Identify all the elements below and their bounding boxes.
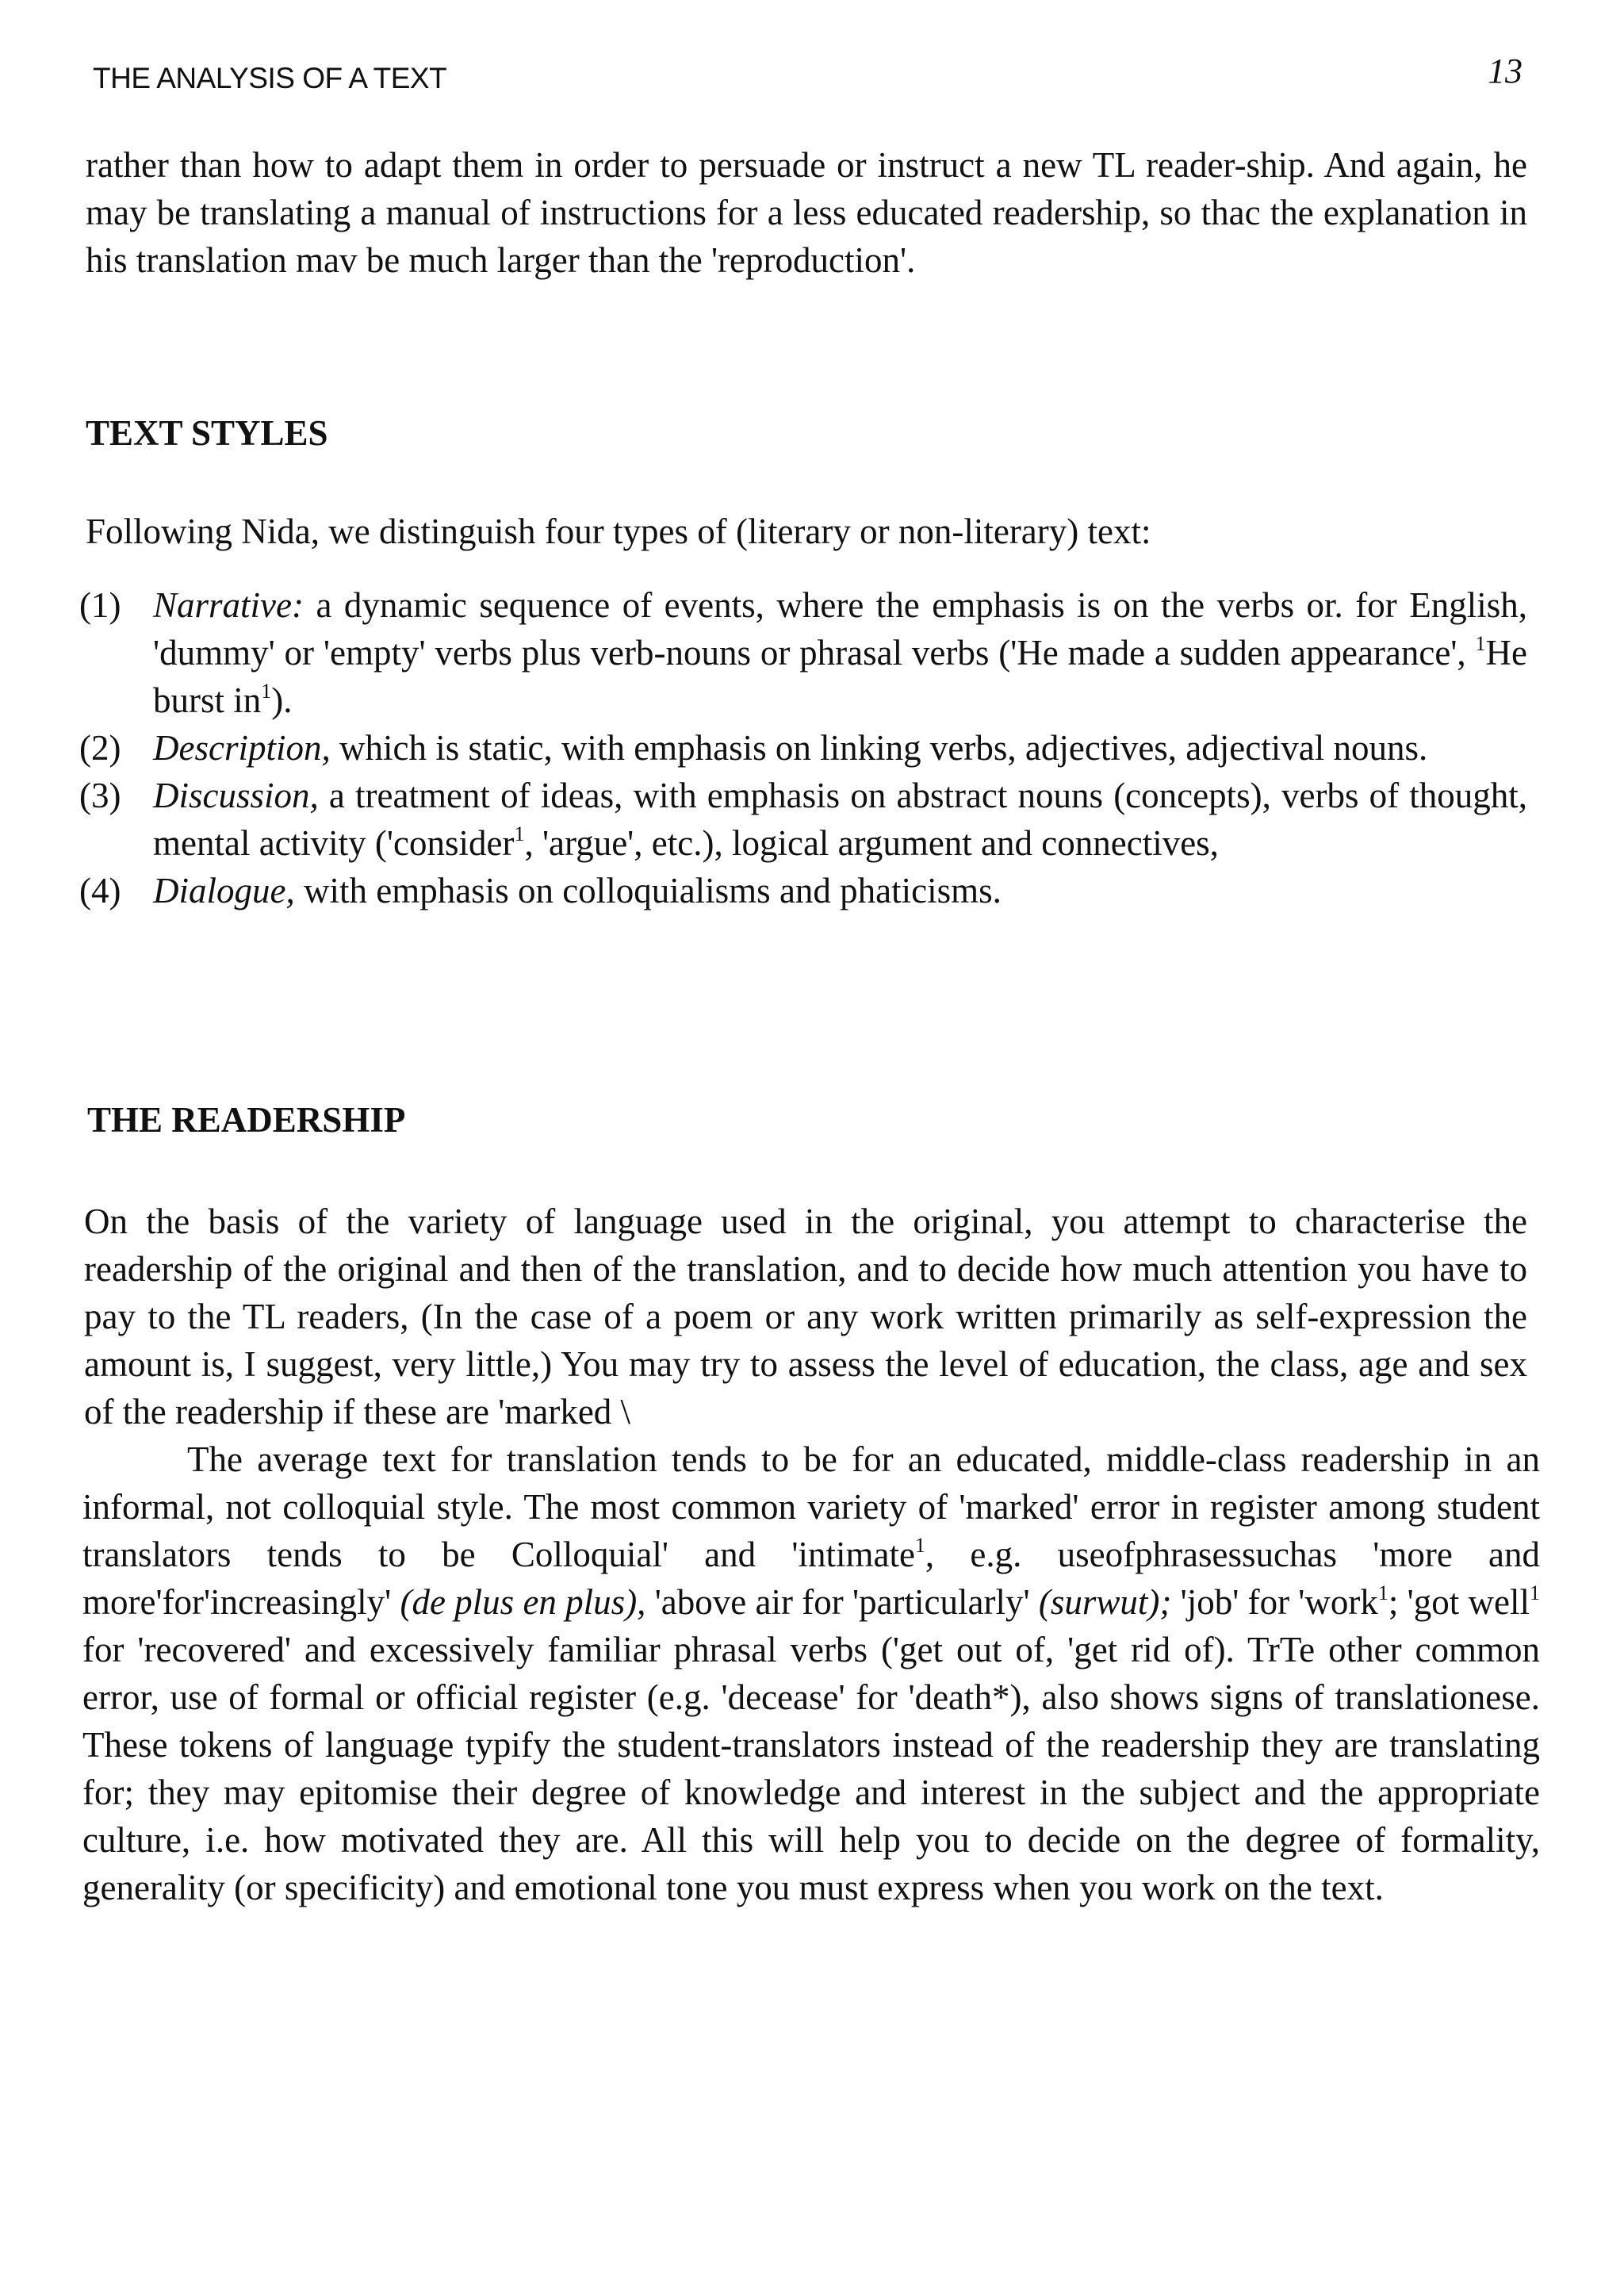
item-text: a treatment of ideas, with emphasis on abstract nouns (concepts), verbs of thought, mental activity ('consider [153, 776, 1527, 863]
paragraph-text: for 'recovered' and excessively familiar phrasal verbs ('get out of, 'get rid of). TrTe other common error, use of formal or official register (e.g. 'decease' for 'death*), also shows signs of translationese. These tokens of language typify the student-translators instead of the readership they are translating for; they may epitomise their degree of knowledge and interest in the subject and the appropriate culture, i.e. how motivated they are. All this will help you to decide on the degree of formality, generality (or specificity) and emotional tone you must express when you work on the text. [82, 1630, 1540, 1907]
term-dialogue: Dialogue, [153, 871, 295, 910]
footnote-mark: 1 [1377, 1581, 1388, 1604]
text-styles-lead: Following Nida, we distinguish four types of (literary or non-literary) text: [86, 512, 1151, 551]
page-number: 13 [1488, 52, 1522, 90]
footnote-mark: 1 [261, 680, 272, 703]
list-item-narrative [79, 581, 1527, 724]
paragraph-text: 'above air for 'particularly' [645, 1582, 1039, 1622]
readership-paragraph-2 [82, 1435, 1540, 1911]
french-example: (de plus en plus), [400, 1582, 646, 1622]
footnote-mark: 1 [1530, 1581, 1541, 1604]
french-example: (surwut); [1038, 1582, 1172, 1622]
item-text: which is static, with emphasis on linking verbs, adjectives, adjectival nouns. [330, 728, 1428, 768]
section-heading-text-styles: TEXT STYLES [86, 413, 328, 453]
section-heading-readership: THE READERSHIP [87, 1100, 406, 1140]
readership-paragraph-1: On the basis of the variety of language used in the original, you attempt to characterise the readership of the original and then of the translation, and to decide how much attention you have to pay to the TL readers, (In the case of a poem or any work written primarily as self-expression the amount is, I suggest, very little,) You may try to assess the level of education, the class, age and sex of the readership if these are 'marked \ [84, 1202, 1527, 1432]
footnote-mark: 1 [514, 822, 525, 845]
paragraph-text: The average text for translation tends to be for an educated, middle-class readership in an informal, not colloquial style. The most common variety of 'marked' error in register among student translators tends to be Colloquial' and 'intimate [82, 1439, 1540, 1574]
term-discussion: Discussion, [153, 776, 319, 815]
term-description: Description, [153, 728, 331, 768]
list-number: (1) [79, 585, 121, 625]
item-text: He burst in [153, 633, 1527, 720]
running-head: THE ANALYSIS OF A TEXT [93, 62, 447, 94]
footnote-mark: 1 [914, 1534, 925, 1557]
text-types-list [79, 581, 1527, 914]
list-number: (4) [79, 871, 121, 910]
list-item-discussion [79, 772, 1527, 867]
footnote-mark: 1 [1475, 632, 1486, 655]
list-item-description [79, 724, 1527, 772]
term-narrative: Narrative: [153, 585, 304, 625]
item-text: ). [271, 680, 293, 720]
paragraph-text: ; 'got well [1388, 1582, 1530, 1622]
item-text: with emphasis on colloquialisms and phaticisms. [294, 871, 1002, 910]
paragraph-text: , e.g. useofphrasessuchas 'more and more'for'increasingly' [82, 1535, 1540, 1622]
item-text: a dynamic sequence of events, where the emphasis is on the verbs or. for English, 'dummy' or 'empty' verbs plus verb-nouns or phrasal verbs ('He made a sudden appearance', [153, 585, 1527, 673]
item-text: , 'argue', etc.), logical argument and connectives, [524, 823, 1219, 863]
list-number: (2) [79, 728, 121, 768]
paragraph-text: 'job' for 'work [1171, 1582, 1378, 1622]
intro-paragraph: rather than how to adapt them in order to persuade or instruct a new TL reader-ship. And again, he may be translating a manual of instructions for a less educated readership, so thac the explanation in his translation mav be much larger than the 'reproduction'. [86, 145, 1527, 280]
list-item-dialogue [79, 867, 1527, 914]
list-number: (3) [79, 776, 121, 815]
